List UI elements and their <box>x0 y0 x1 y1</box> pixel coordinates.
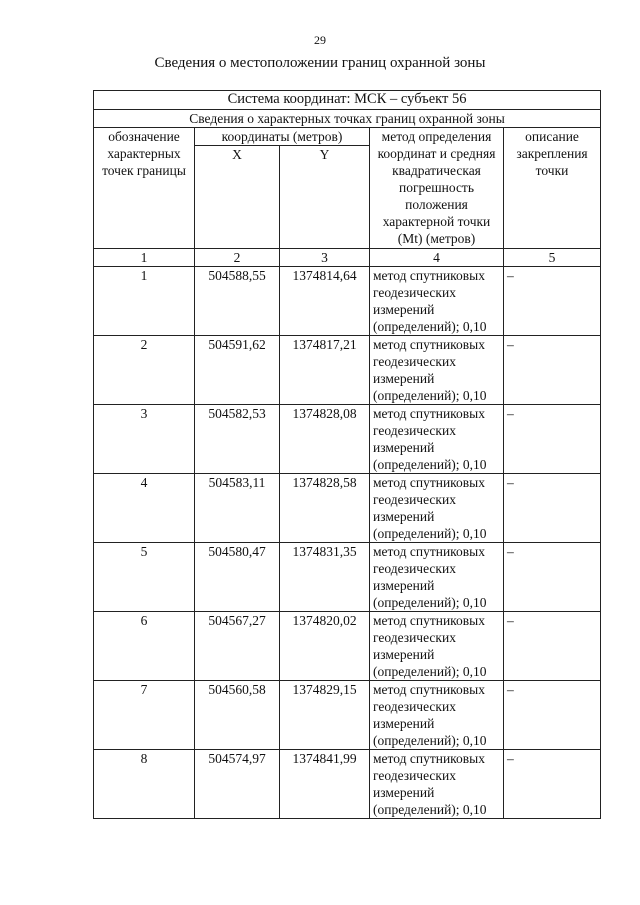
table-row <box>94 543 601 612</box>
method-cell: метод спутниковых геодезических измерений (определений); 0,10 <box>370 543 504 612</box>
point-designation-cell: 5 <box>94 543 195 612</box>
x-coordinate-cell: 504567,27 <box>195 612 280 681</box>
method-cell: метод спутниковых геодезических измерений (определений); 0,10 <box>370 750 504 819</box>
column-number: 1 <box>94 249 195 267</box>
column-number: 4 <box>370 249 504 267</box>
description-cell: – <box>504 750 601 819</box>
description-cell: – <box>504 336 601 405</box>
description-cell: – <box>504 612 601 681</box>
description-cell: – <box>504 405 601 474</box>
y-coordinate-cell: 1374841,99 <box>280 750 370 819</box>
method-cell: метод спутниковых геодезических измерений (определений); 0,10 <box>370 267 504 336</box>
point-designation-cell: 3 <box>94 405 195 474</box>
point-designation-cell: 8 <box>94 750 195 819</box>
y-coordinate-cell: 1374831,35 <box>280 543 370 612</box>
col-designation-header: обозначение характерных точек границы <box>94 128 195 249</box>
column-number-row <box>94 249 601 267</box>
y-coordinate-cell: 1374817,21 <box>280 336 370 405</box>
table-row <box>94 612 601 681</box>
col-x-header: X <box>195 146 280 249</box>
table-row <box>94 336 601 405</box>
table-row <box>94 405 601 474</box>
description-cell: – <box>504 543 601 612</box>
method-cell: метод спутниковых геодезических измерений (определений); 0,10 <box>370 612 504 681</box>
column-number: 5 <box>504 249 601 267</box>
point-designation-cell: 7 <box>94 681 195 750</box>
method-cell: метод спутниковых геодезических измерений (определений); 0,10 <box>370 405 504 474</box>
page-number: 29 <box>314 33 326 47</box>
col-method-header: метод определения координат и средняя квадратическая погрешность положения характерной точки (Mt) (метров) <box>370 128 504 249</box>
y-coordinate-cell: 1374814,64 <box>280 267 370 336</box>
x-coordinate-cell: 504580,47 <box>195 543 280 612</box>
y-coordinate-cell: 1374829,15 <box>280 681 370 750</box>
method-cell: метод спутниковых геодезических измерений (определений); 0,10 <box>370 474 504 543</box>
point-designation-cell: 6 <box>94 612 195 681</box>
table-row <box>94 750 601 819</box>
y-coordinate-cell: 1374828,08 <box>280 405 370 474</box>
x-coordinate-cell: 504591,62 <box>195 336 280 405</box>
column-number: 2 <box>195 249 280 267</box>
y-coordinate-cell: 1374828,58 <box>280 474 370 543</box>
description-cell: – <box>504 681 601 750</box>
point-designation-cell: 1 <box>94 267 195 336</box>
table-row <box>94 267 601 336</box>
method-cell: метод спутниковых геодезических измерений (определений); 0,10 <box>370 681 504 750</box>
table-row <box>94 681 601 750</box>
method-cell: метод спутниковых геодезических измерений (определений); 0,10 <box>370 336 504 405</box>
x-coordinate-cell: 504574,97 <box>195 750 280 819</box>
x-coordinate-cell: 504582,53 <box>195 405 280 474</box>
coordinate-system-header: Система координат: МСК – субъект 56 <box>94 91 601 110</box>
y-coordinate-cell: 1374820,02 <box>280 612 370 681</box>
point-designation-cell: 2 <box>94 336 195 405</box>
document-title: Сведения о местоположении границ охранной зоны <box>154 55 486 71</box>
col-coords-header: координаты (метров) <box>195 128 370 146</box>
table-row <box>94 474 601 543</box>
col-y-header: Y <box>280 146 370 249</box>
x-coordinate-cell: 504588,55 <box>195 267 280 336</box>
description-cell: – <box>504 267 601 336</box>
description-cell: – <box>504 474 601 543</box>
column-number: 3 <box>280 249 370 267</box>
point-designation-cell: 4 <box>94 474 195 543</box>
section-header: Сведения о характерных точках границ охранной зоны <box>94 110 601 128</box>
x-coordinate-cell: 504583,11 <box>195 474 280 543</box>
col-description-header: описание закрепления точки <box>504 128 601 249</box>
x-coordinate-cell: 504560,58 <box>195 681 280 750</box>
boundary-points-table <box>93 90 601 819</box>
